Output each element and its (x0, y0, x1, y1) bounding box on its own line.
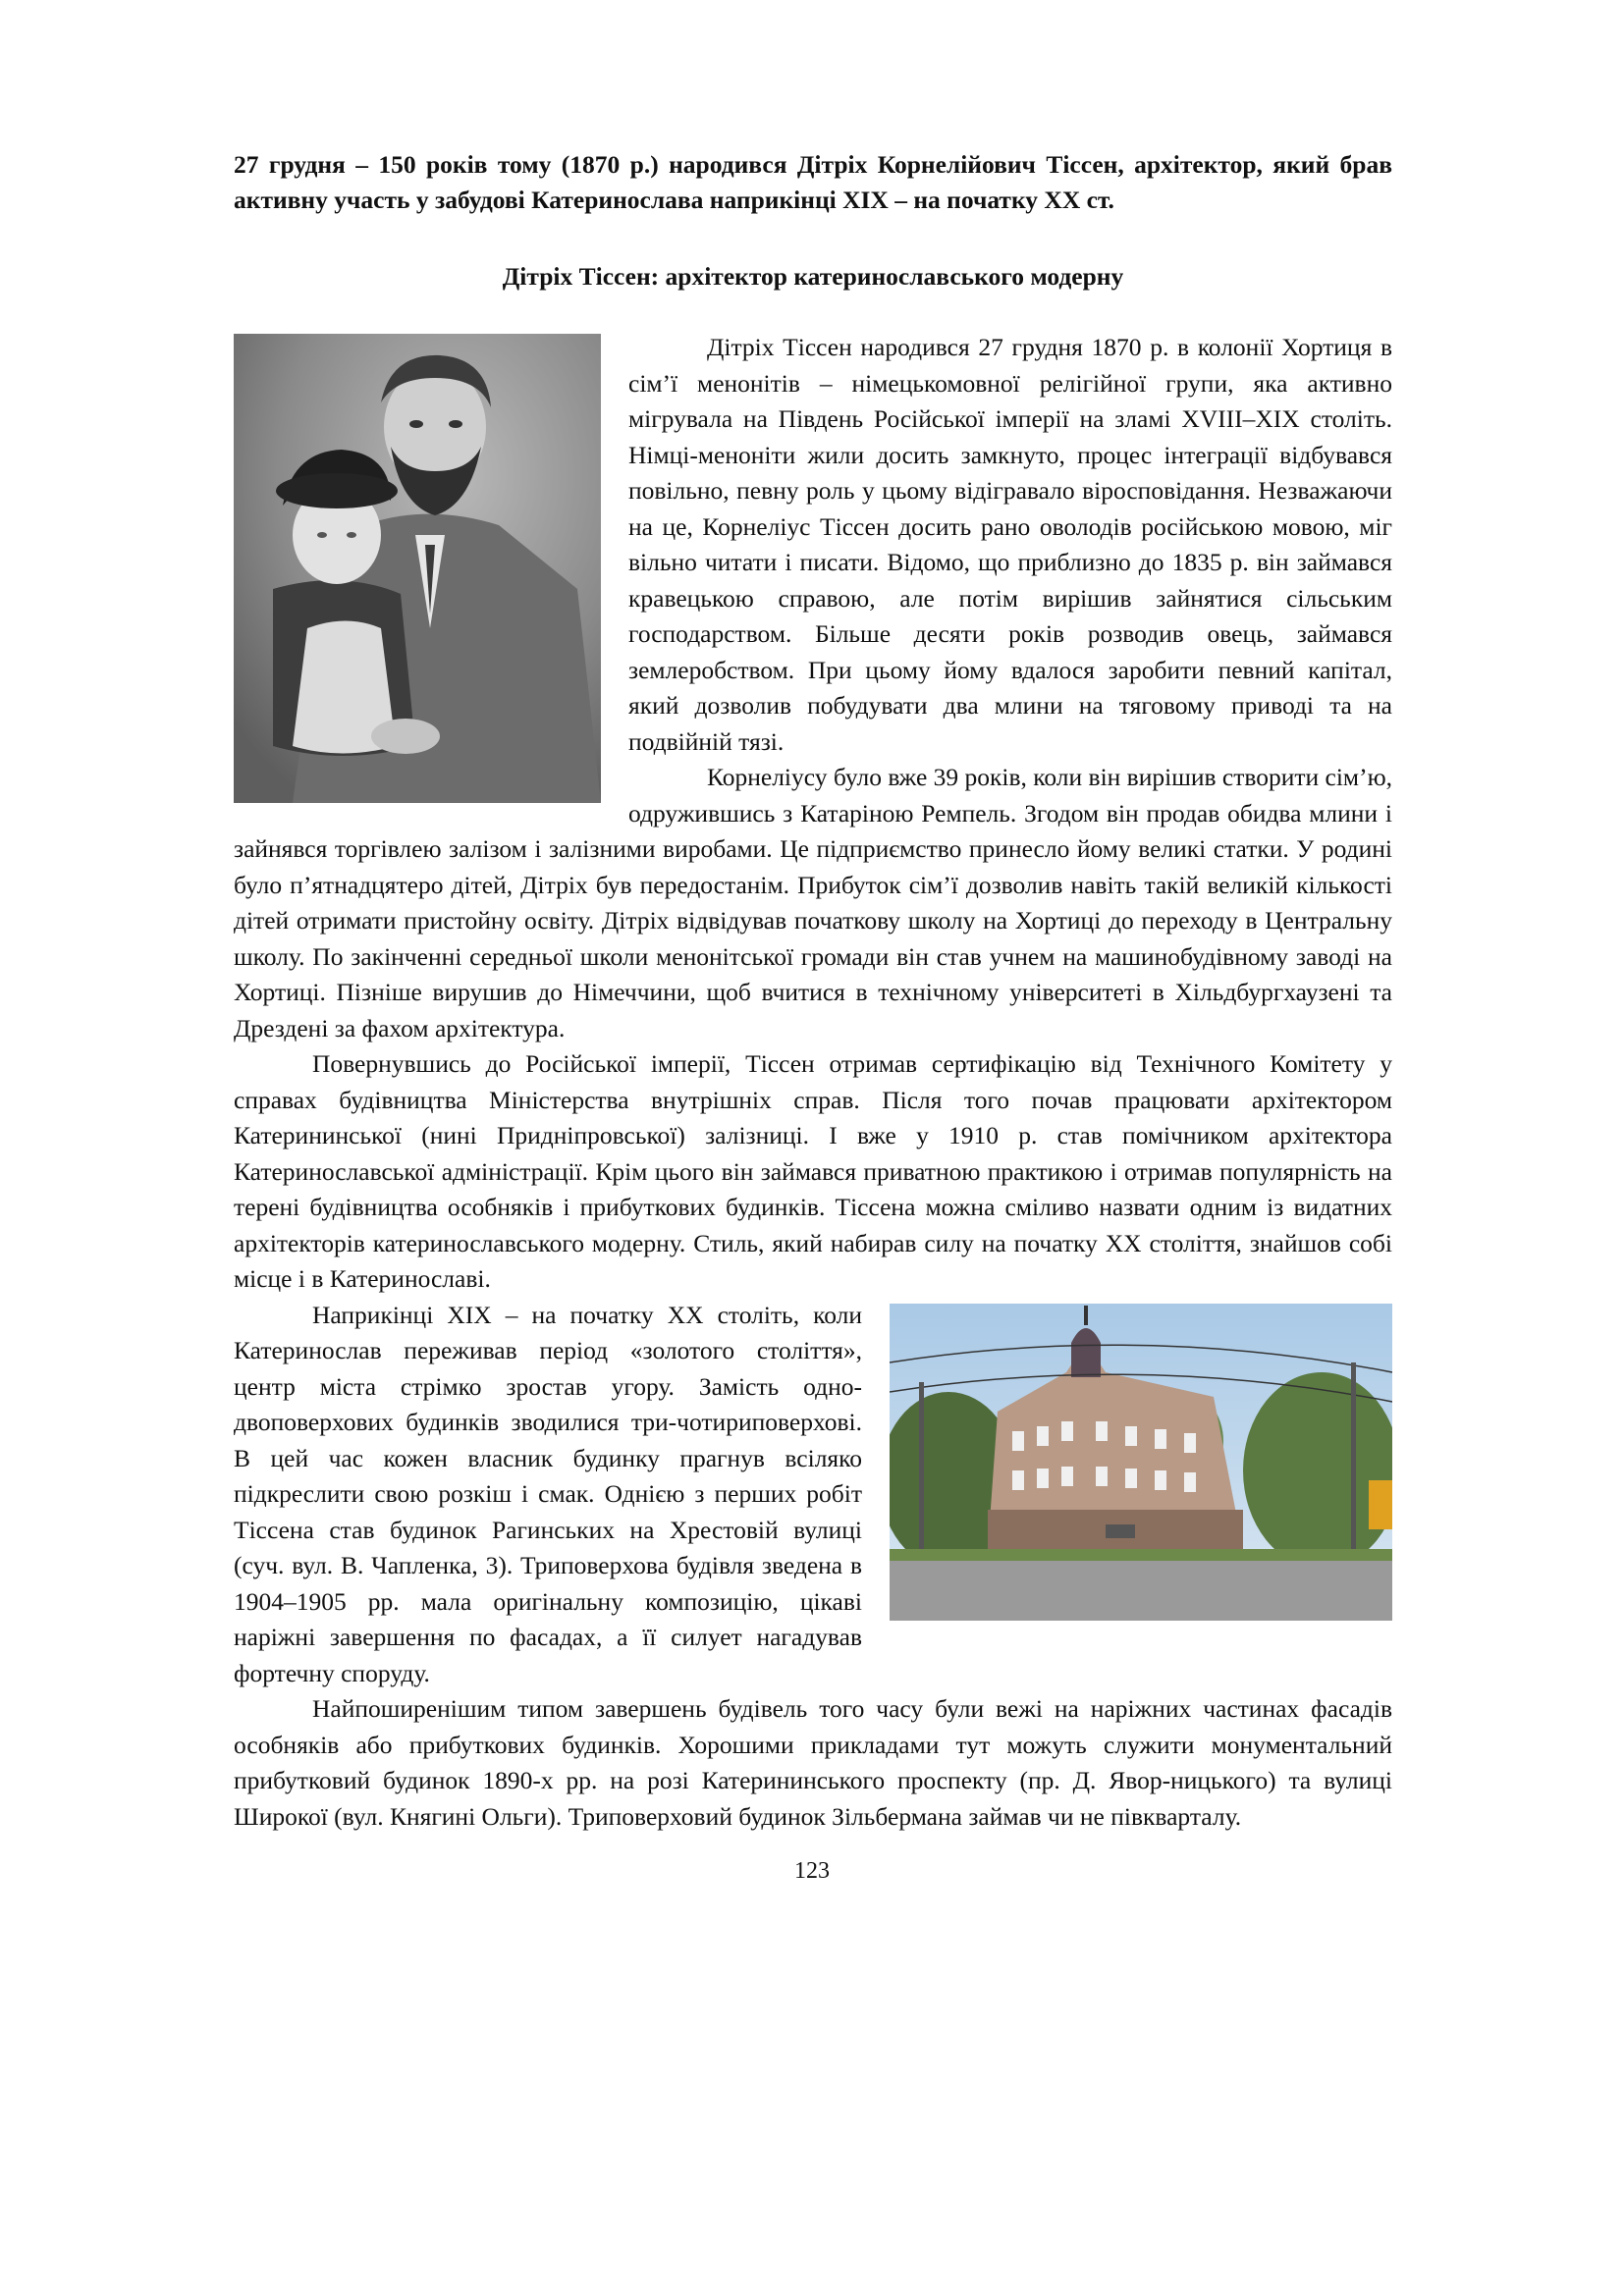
paragraph-4: Наприкінці ХІХ – на початку ХХ століть, коли Катеринослав переживав період «золотого століття», центр міста стрімко зростав угору. Замість одно-двоповерхових будинків зводилися три-чотириповерхові. В цей час кожен власник будинку прагнув всіляко підкреслити свою розкіш і смак. Однією з перших робіт Тіссена став будинок Рагинських на Хрестовій вулиці (суч. вул. В. Чапленка, 3). Триповерхова будівля зведена в 1904–1905 рр. мала оригінальну композицію, цікаві наріжні завершення по фасадах, а її силует нагадував фортечну споруду. (234, 1300, 862, 1687)
paragraph-5: Найпоширенішим типом завершень будівель того часу були вежі на наріжних частинах фасадів особняків або прибуткових будинків. Хорошими прикладами тут можуть служити монументальний прибутковий будинок 1890-х рр. на розі Катерининського проспекту (пр. Д. Явор-ницького) та вулиці Широкої (вул. Княгині Ольги). Триповерховий будинок Зільбермана займав чи не півкварталу. (234, 1694, 1392, 1831)
portrait-photo-image (234, 334, 601, 803)
article-title: Дітріх Тіссен: архітектор катеринославського модерну (502, 262, 1124, 291)
paragraph-2: Корнеліусу було вже 39 років, коли він вирішив створити сім’ю, одружившись з Катаріною Ремпель. Згодом він продав обидва млини і зайнявся торгівлею залізом і залізними виробами. Це підприємство принесло йому великі статки. У родині було п’ятнадцятеро дітей, Дітріх був передостанім. Прибуток сім’ї дозволив навіть такій великій кількості дітей отримати пристойну освіту. Дітріх відвідував початкову школу на Хортиці до переходу в Центральну школу. По закінченні середньої школи менонітської громади він став учнем на машинобудівному заводі на Хортиці. Пізніше вирушив до Німеччини, щоб вчитися в технічному університеті в Хільдбургхаузені та Дрездені за фахом архітектура. (234, 763, 1392, 1042)
paragraph-1: Дітріх Тіссен народився 27 грудня 1870 р. в колонії Хортиця в сім’ї менонітів – німецькомовної релігійної групи, яка активно мігрувала на Південь Російської імперії на зламі XVIII–ХІХ століть. Німці-меноніти жили досить замкнуто, процес інтеграції відбувався повільно, певну роль у цьому відігравало віросповідання. Незважаючи на це, Корнеліус Тіссен досить рано оволодів російською мовою, міг вільно читати і писати. Відомо, що приблизно до 1835 р. він займався кравецькою справою, але потім вирішив зайнятися сільським господарством. Більше десяти років розводив овець, займався землеробством. При цьому йому вдалося заробити певний капітал, який дозволив побудувати два млини на тяговому приводі та на подвійній тязі. (628, 333, 1392, 756)
paragraph-3: Повернувшись до Російської імперії, Тіссен отримав сертифікацію від Технічного Комітету у справах будівництва Міністерства внутрішніх справ. Після того почав працювати архітектором Катерининської (нині Придніпровської) залізниці. І вже у 1910 р. став помічником архітектора Катеринославської адміністрації. Крім цього він займався приватною практикою і отримав популярність на терені будівництва особняків і прибуткових будинків. Тіссена можна сміливо назвати одним із видатних архітекторів катеринославського модерну. Стиль, який набирав силу на початку ХХ століття, знайшов собі місце і в Катеринославі. (234, 1049, 1392, 1293)
building-photo-image (890, 1304, 1392, 1621)
page-content (234, 147, 1392, 1835)
headline: 27 грудня – 150 років тому (1870 р.) народився Дітріх Корнелійович Тіссен, архітектор, який брав активну участь у забудові Катеринослава наприкінці ХІХ – на початку ХХ ст. (234, 150, 1392, 214)
building-photo (890, 1304, 1392, 1621)
page-number: 123 (794, 1858, 830, 1884)
portrait-photo (234, 334, 601, 803)
